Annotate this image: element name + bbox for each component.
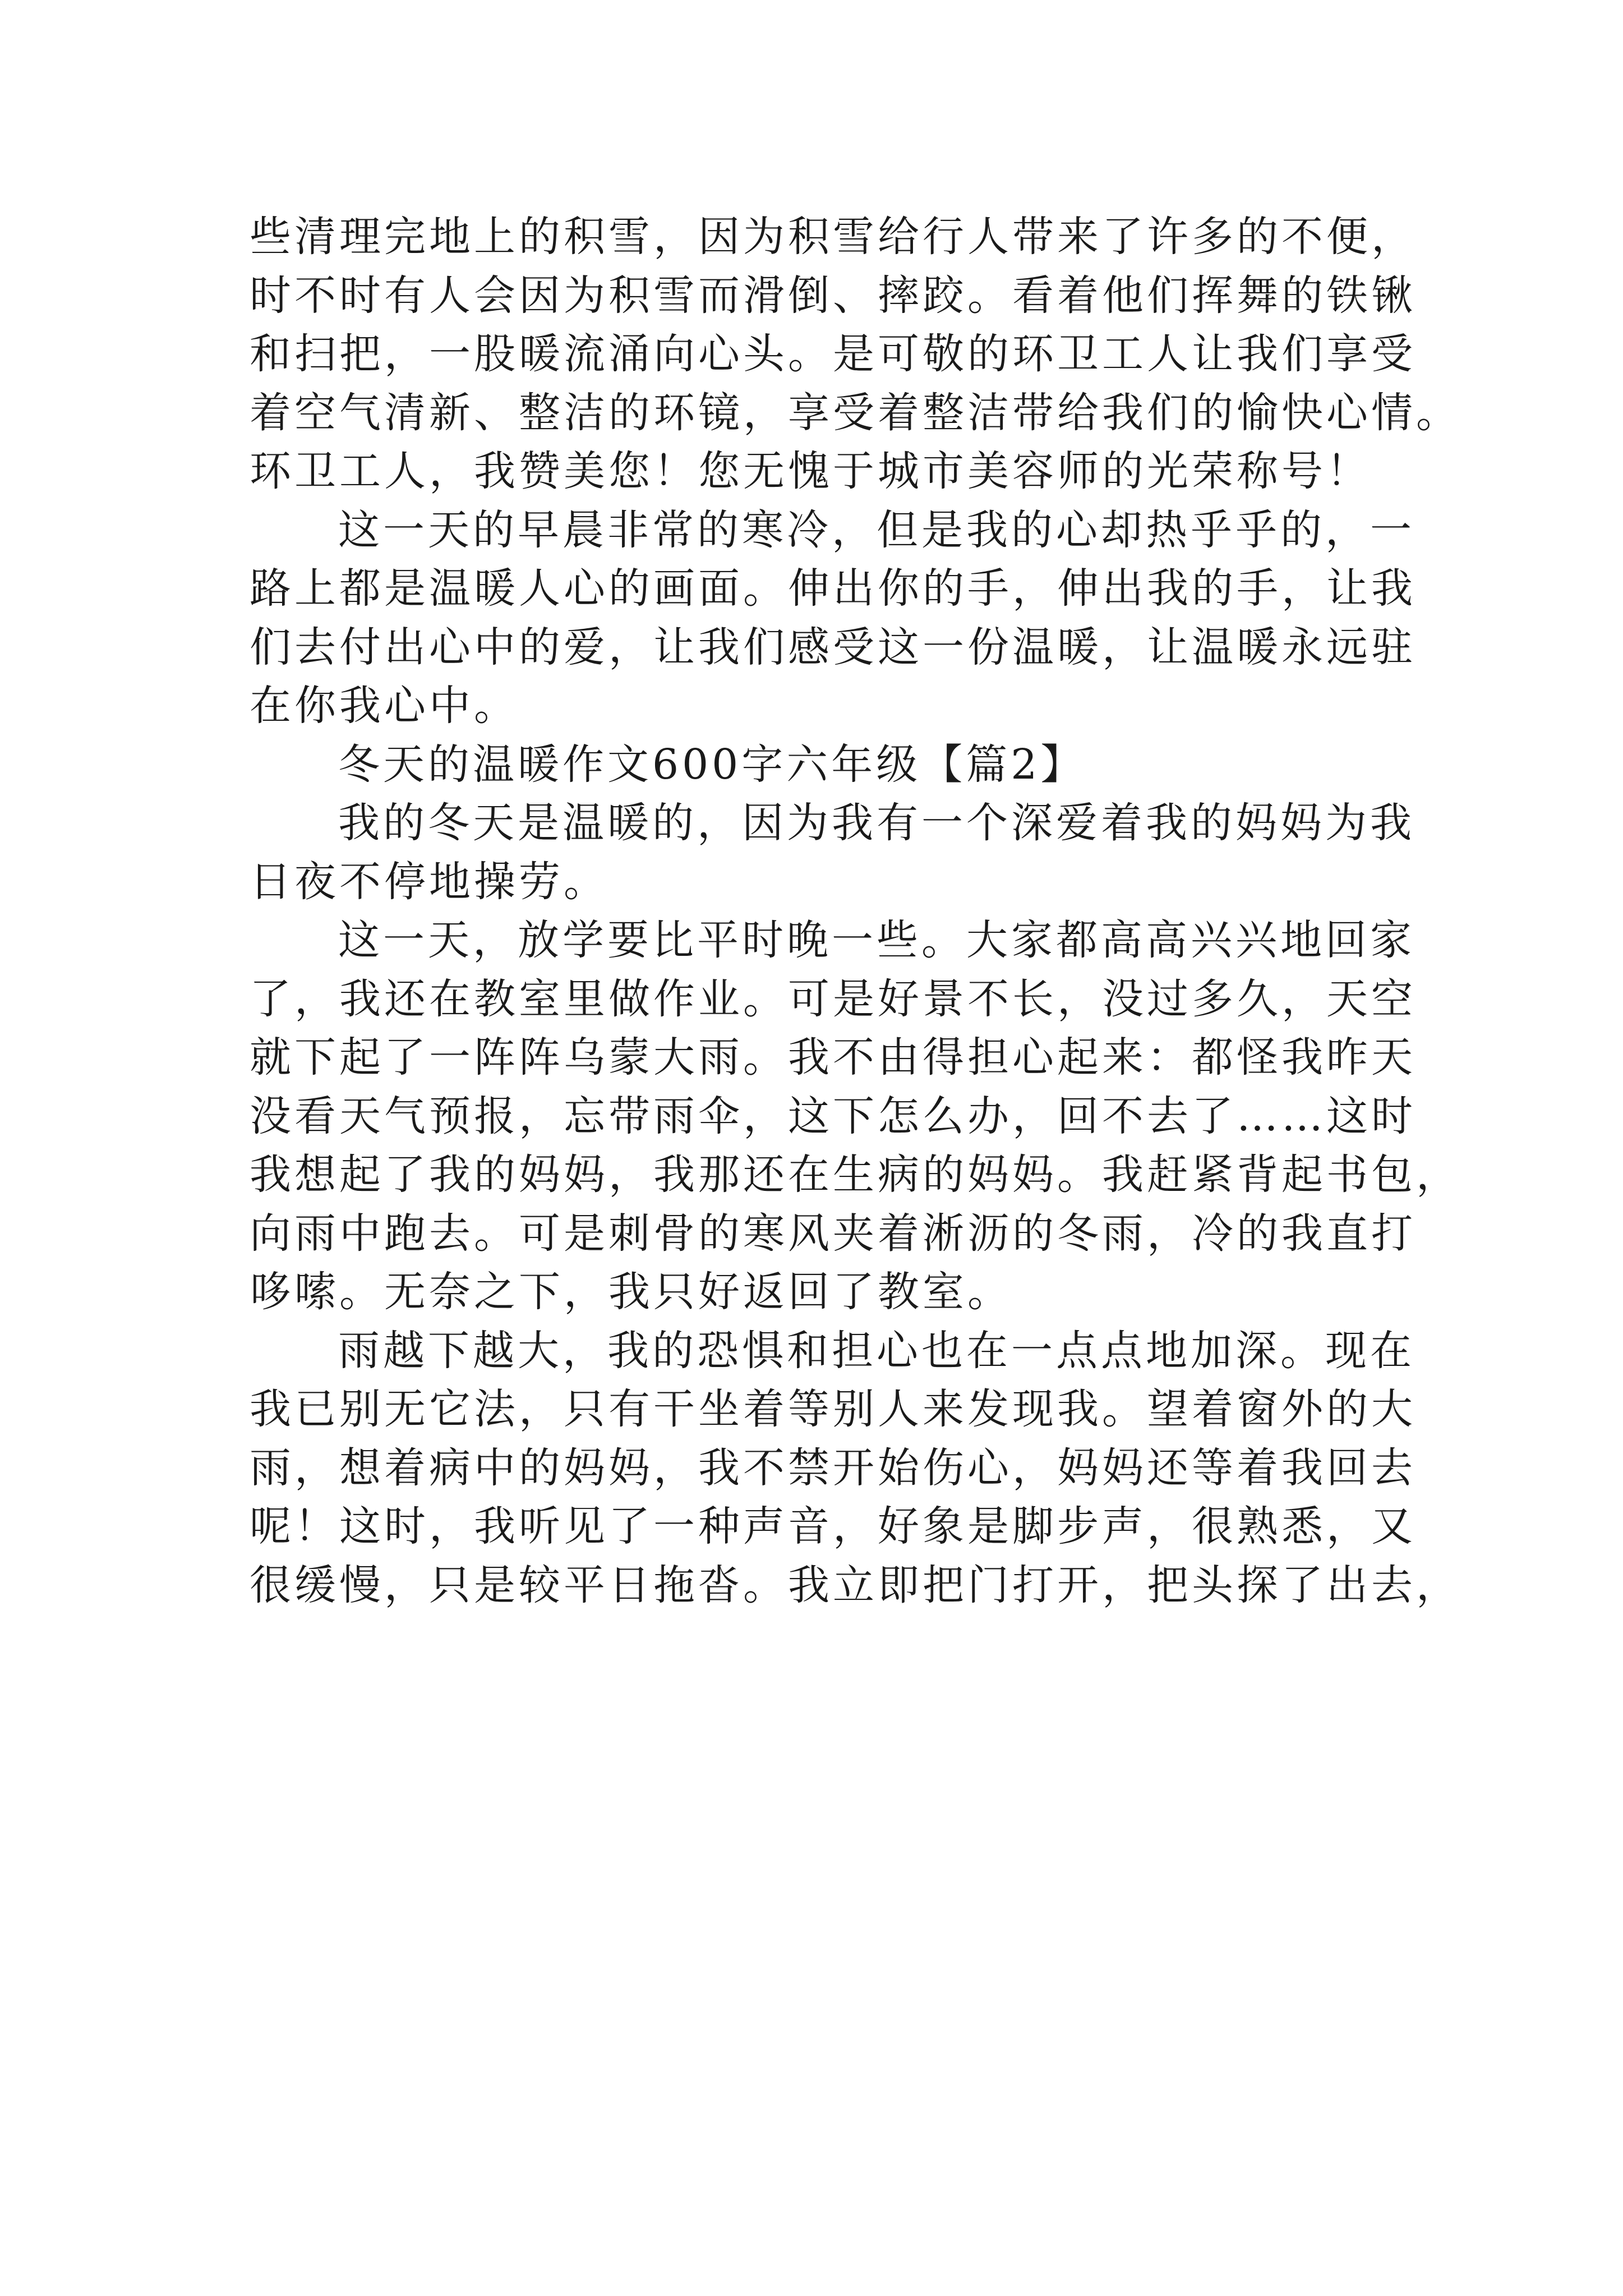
text-line: 了，我还在教室里做作业。可是好景不长，没过多久，天空 xyxy=(250,974,1416,1023)
paragraph-first-line: 雨越下越大，我的恐惧和担心也在一点点地加深。现在 xyxy=(338,1326,1415,1375)
text-line: 呢！这时，我听见了一种声音，好象是脚步声，很熟悉，又 xyxy=(250,1502,1416,1550)
text-line: 环卫工人，我赞美您！您无愧于城市美容师的光荣称号！ xyxy=(250,447,1371,495)
text-line: 日夜不停地操劳。 xyxy=(250,857,608,906)
text-line: 雨，想着病中的妈妈，我不禁开始伤心，妈妈还等着我回去 xyxy=(250,1443,1416,1492)
text-line: 我已别无它法，只有干坐着等别人来发现我。望着窗外的大 xyxy=(250,1385,1416,1433)
text-line: 我想起了我的妈妈，我那还在生病的妈妈。我赶紧背起书包， xyxy=(250,1151,1461,1199)
paragraph-first-line: 这一天，放学要比平时晚一些。大家都高高兴兴地回家 xyxy=(338,916,1415,964)
text-line: 没看天气预报，忘带雨伞，这下怎么办，回不去了……这时 xyxy=(250,1092,1416,1140)
text-line: 在你我心中。 xyxy=(250,682,519,730)
text-line: 路上都是温暖人心的画面。伸出你的手，伸出我的手，让我 xyxy=(250,564,1416,613)
text-line: 时不时有人会因为积雪而滑倒、摔跤。看着他们挥舞的铁锹 xyxy=(250,271,1416,320)
text-line: 很缓慢，只是较平日拖沓。我立即把门打开，把头探了出去， xyxy=(250,1561,1461,1609)
paragraph-first-line: 这一天的早晨非常的寒冷，但是我的心却热乎乎的，一 xyxy=(338,505,1415,554)
text-line: 和扫把，一股暖流涌向心头。是可敬的环卫工人让我们享受 xyxy=(250,330,1416,378)
text-line: 们去付出心中的爱，让我们感受这一份温暖，让温暖永远驻 xyxy=(250,623,1416,671)
text-line: 些清理完地上的积雪，因为积雪给行人带来了许多的不便， xyxy=(250,213,1416,261)
text-line: 就下起了一阵阵乌蒙大雨。我不由得担心起来：都怪我昨天 xyxy=(250,1033,1416,1082)
section-heading: 冬天的温暖作文600字六年级【篇2】 xyxy=(338,740,1086,789)
text-line: 向雨中跑去。可是刺骨的寒风夹着淅沥的冬雨，冷的我直打 xyxy=(250,1209,1416,1258)
text-line: 哆嗦。无奈之下，我只好返回了教室。 xyxy=(250,1268,1012,1316)
paragraph-first-line: 我的冬天是温暖的，因为我有一个深爱着我的妈妈为我 xyxy=(338,799,1415,847)
text-line: 着空气清新、整洁的环镜，享受着整洁带给我们的愉快心情。 xyxy=(250,388,1461,437)
essay-body xyxy=(250,208,1461,1614)
